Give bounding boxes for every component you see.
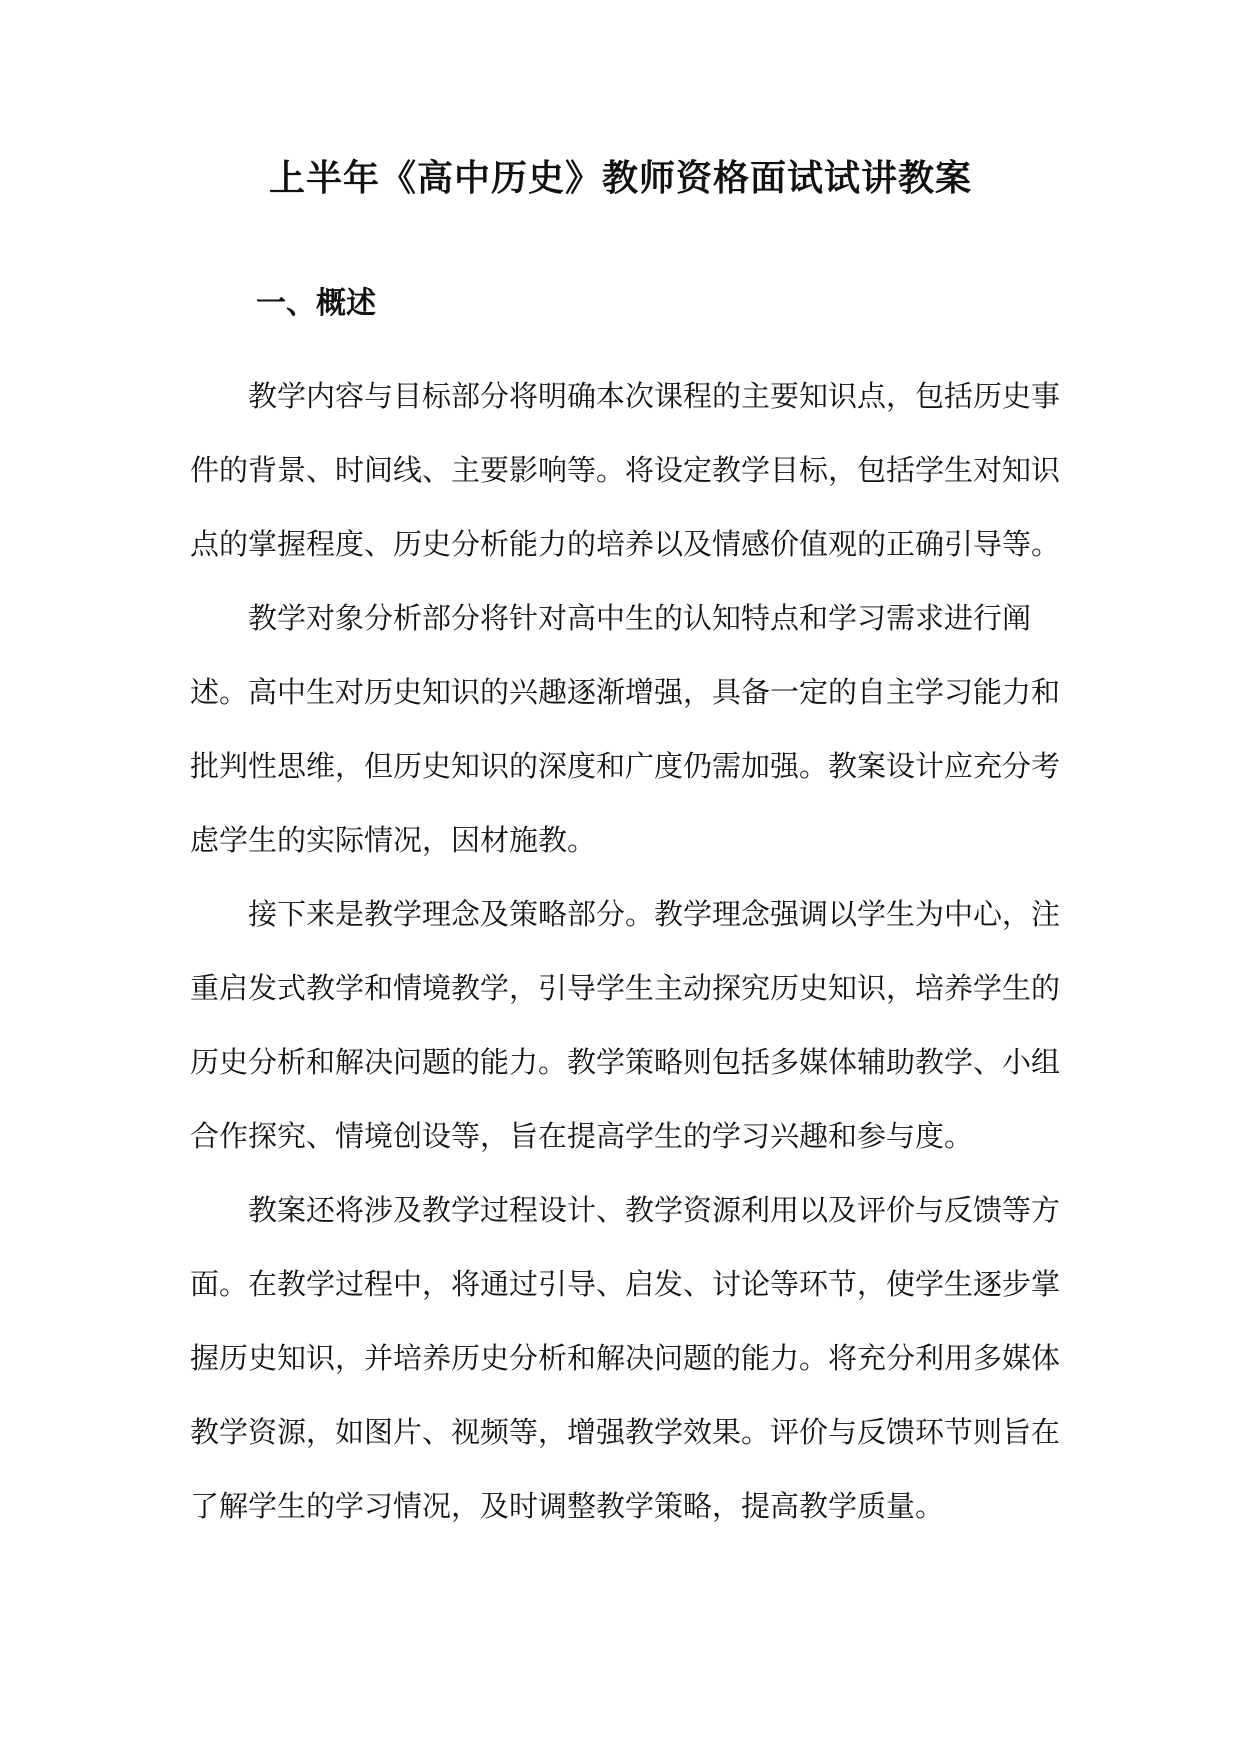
paragraph-line: 接下来是教学理念及策略部分。教学理念强调以学生为中心，注 — [248, 897, 1061, 931]
paragraph-line: 批判性思维，但历史知识的深度和广度仍需加强。教案设计应充分考 — [190, 749, 1061, 783]
paragraph-line: 虑学生的实际情况，因材施教。 — [190, 823, 597, 857]
paragraph-1 — [190, 359, 1061, 581]
paragraph-line: 述。高中生对历史知识的兴趣逐渐增强，具备一定的自主学习能力和 — [190, 675, 1061, 709]
paragraph-line: 点的掌握程度、历史分析能力的培养以及情感价值观的正确引导等。 — [190, 527, 1061, 561]
paragraph-line: 教案还将涉及教学过程设计、教学资源利用以及评价与反馈等方 — [248, 1193, 1061, 1227]
paragraph-line: 合作探究、情境创设等，旨在提高学生的学习兴趣和参与度。 — [190, 1119, 974, 1153]
paragraph-3 — [190, 877, 1061, 1173]
paragraph-line: 教学资源，如图片、视频等，增强教学效果。评价与反馈环节则旨在 — [190, 1415, 1061, 1449]
paragraph-line: 面。在教学过程中，将通过引导、启发、讨论等环节，使学生逐步掌 — [190, 1267, 1061, 1301]
paragraph-line: 历史分析和解决问题的能力。教学策略则包括多媒体辅助教学、小组 — [190, 1045, 1061, 1079]
paragraph-line: 件的背景、时间线、主要影响等。将设定教学目标，包括学生对知识 — [190, 453, 1061, 487]
paragraph-line: 教学内容与目标部分将明确本次课程的主要知识点，包括历史事 — [248, 379, 1061, 413]
paragraph-2 — [190, 581, 1061, 877]
paragraph-line: 了解学生的学习情况，及时调整教学策略，提高教学质量。 — [190, 1489, 945, 1523]
document-title: 上半年《高中历史》教师资格面试试讲教案 — [268, 157, 972, 199]
paragraph-4 — [190, 1173, 1061, 1543]
paragraph-line: 教学对象分析部分将针对高中生的认知特点和学习需求进行阐 — [248, 601, 1032, 635]
paragraph-line: 握历史知识，并培养历史分析和解决问题的能力。将充分利用多媒体 — [190, 1341, 1061, 1375]
paragraph-line: 重启发式教学和情境教学，引导学生主动探究历史知识，培养学生的 — [190, 971, 1061, 1005]
section-heading: 一、概述 — [256, 286, 376, 321]
document-body — [190, 359, 1061, 1543]
